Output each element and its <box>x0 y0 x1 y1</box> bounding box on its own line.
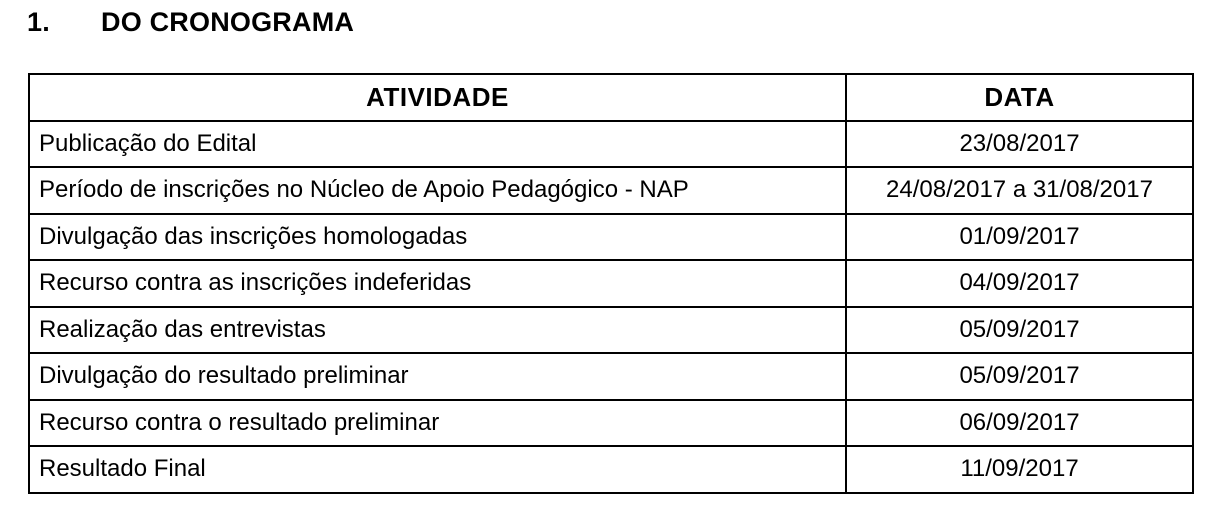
date-cell: 24/08/2017 a 31/08/2017 <box>846 167 1193 214</box>
table-row <box>29 353 1193 400</box>
table-row <box>29 446 1193 493</box>
table-row <box>29 214 1193 261</box>
table-header-row <box>29 74 1193 121</box>
column-header-date: DATA <box>846 74 1193 121</box>
table-row <box>29 121 1193 168</box>
activity-cell: Recurso contra o resultado preliminar <box>29 400 846 447</box>
date-cell: 04/09/2017 <box>846 260 1193 307</box>
table-row <box>29 307 1193 354</box>
activity-cell: Recurso contra as inscrições indeferidas <box>29 260 846 307</box>
activity-cell: Período de inscrições no Núcleo de Apoio Pedagógico - NAP <box>29 167 846 214</box>
schedule-table <box>28 73 1194 494</box>
table-row <box>29 167 1193 214</box>
table-row <box>29 260 1193 307</box>
section-number: 1. <box>27 7 50 37</box>
date-cell: 23/08/2017 <box>846 121 1193 168</box>
section-title-text: DO CRONOGRAMA <box>101 7 355 37</box>
table-row <box>29 400 1193 447</box>
activity-cell: Divulgação do resultado preliminar <box>29 353 846 400</box>
date-cell: 05/09/2017 <box>846 353 1193 400</box>
column-header-activity: ATIVIDADE <box>29 74 846 121</box>
date-cell: 05/09/2017 <box>846 307 1193 354</box>
section-heading <box>27 7 354 38</box>
activity-cell: Resultado Final <box>29 446 846 493</box>
date-cell: 06/09/2017 <box>846 400 1193 447</box>
date-cell: 11/09/2017 <box>846 446 1193 493</box>
activity-cell: Publicação do Edital <box>29 121 846 168</box>
activity-cell: Realização das entrevistas <box>29 307 846 354</box>
activity-cell: Divulgação das inscrições homologadas <box>29 214 846 261</box>
date-cell: 01/09/2017 <box>846 214 1193 261</box>
